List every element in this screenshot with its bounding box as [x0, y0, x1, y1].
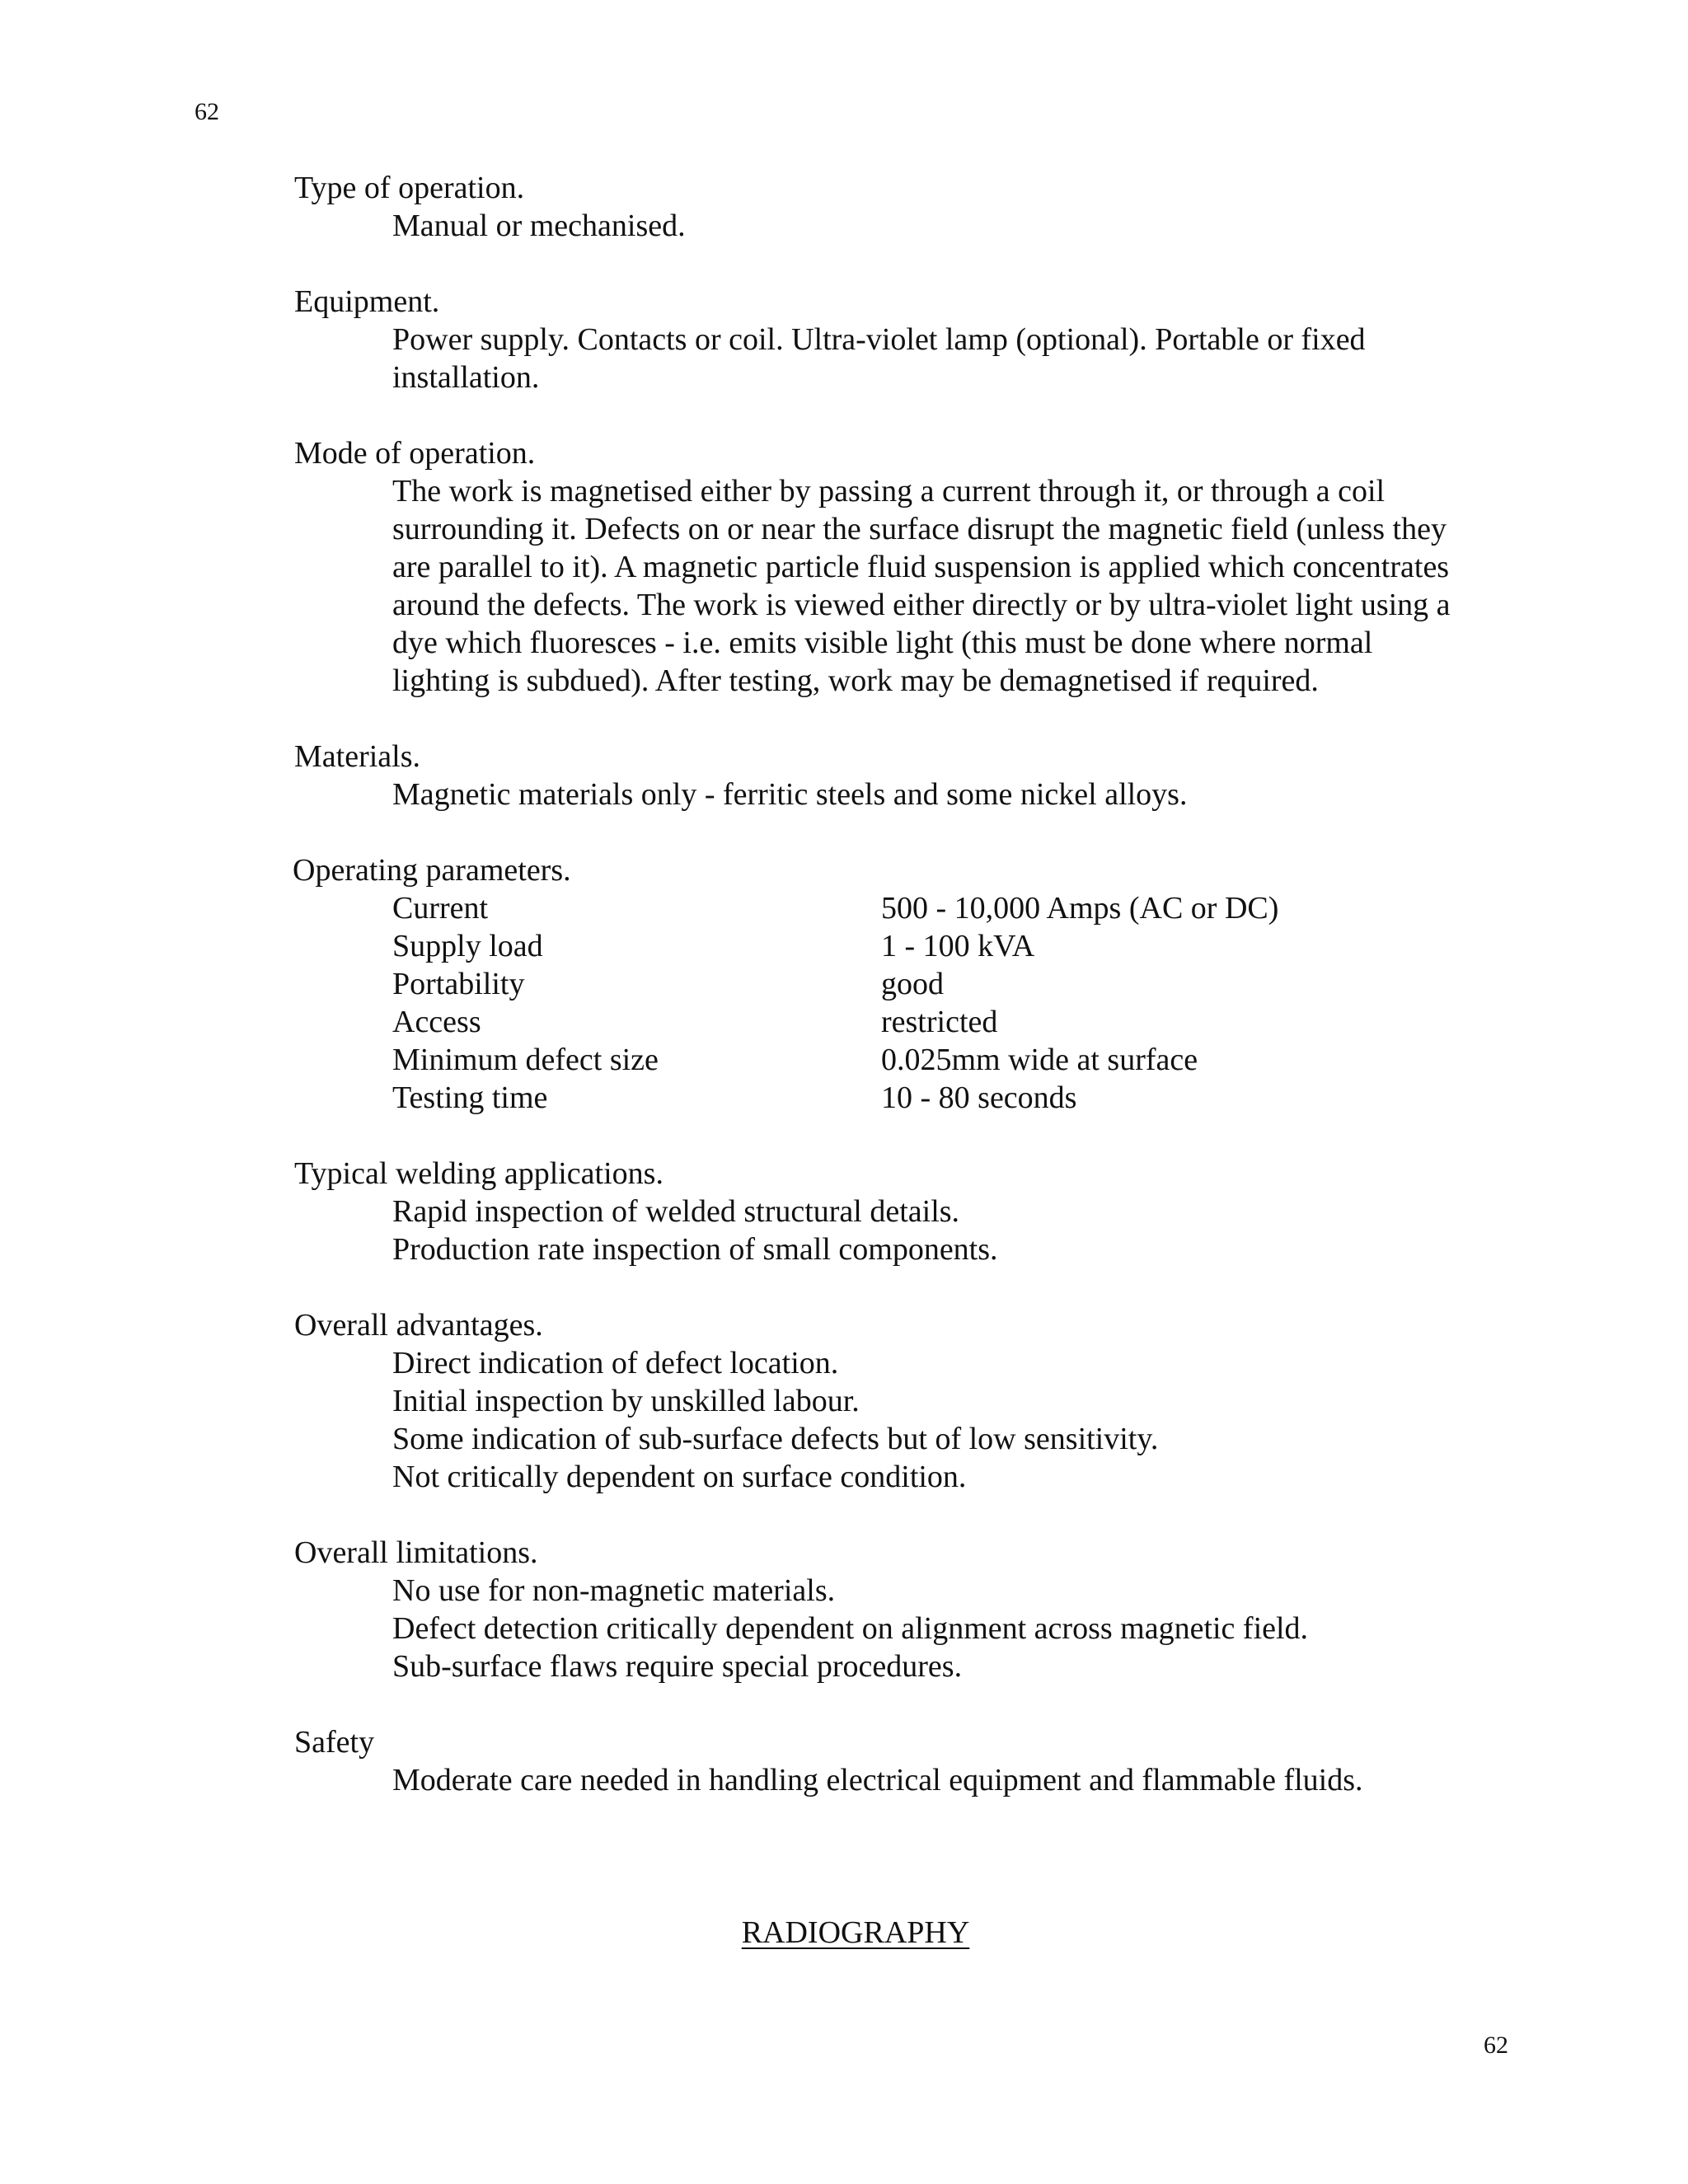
document-body [294, 169, 1531, 1837]
body-line: Manual or mechanised. [392, 209, 686, 243]
parameter-name: Testing time [392, 1080, 548, 1115]
section-heading: Overall limitations. [294, 1535, 538, 1570]
section-mode-of-operation [294, 434, 1531, 700]
section-body [294, 207, 1538, 245]
section-typical-welding-applications [294, 1155, 1531, 1268]
section-heading: Typical welding applications. [294, 1156, 663, 1191]
body-line: Magnetic materials only - ferritic steels and some nickel alloys. [392, 777, 1188, 812]
section-body [294, 1344, 1538, 1496]
section-materials [294, 738, 1531, 813]
section-overall-limitations [294, 1534, 1531, 1685]
parameter-row [294, 1003, 1531, 1041]
parameter-value: 10 - 80 seconds [881, 1080, 1077, 1115]
section-heading: Equipment. [294, 284, 440, 319]
body-line: Moderate care needed in handling electrical equipment and flammable fluids. [392, 1763, 1363, 1797]
section-body [294, 1572, 1538, 1685]
section-heading: Mode of operation. [294, 436, 536, 471]
parameter-row [294, 965, 1531, 1003]
section-heading: Safety [294, 1725, 375, 1760]
section-heading: Operating parameters. [293, 853, 571, 888]
section-body [294, 321, 1538, 396]
body-line: surrounding it. Defects on or near the surface disrupt the magnetic field (unless they [392, 512, 1447, 546]
parameter-row [294, 927, 1531, 965]
body-line: dye which fluoresces - i.e. emits visible light (this must be done where normal [392, 626, 1373, 660]
section-body [294, 1761, 1538, 1799]
section-equipment [294, 283, 1531, 396]
parameter-row [294, 889, 1531, 927]
section-operating-parameters [294, 851, 1531, 1117]
parameter-name: Supply load [392, 929, 543, 963]
body-line: Initial inspection by unskilled labour. [392, 1384, 860, 1418]
parameter-name: Current [392, 891, 489, 926]
body-line: Sub-surface flaws require special procedures. [392, 1649, 963, 1684]
body-line: around the defects. The work is viewed either directly or by ultra-violet light using a [392, 588, 1451, 622]
parameter-value: 0.025mm wide at surface [881, 1043, 1198, 1077]
section-safety [294, 1723, 1531, 1799]
body-line: Not critically dependent on surface condition. [392, 1460, 967, 1494]
page-number-bottom: 62 [1484, 2032, 1508, 2059]
section-body [294, 472, 1538, 700]
parameter-row [294, 1041, 1531, 1079]
body-line: Defect detection critically dependent on alignment across magnetic field. [392, 1611, 1309, 1646]
body-line: Rapid inspection of welded structural details. [392, 1194, 960, 1229]
page-number-top: 62 [195, 98, 219, 125]
section-body [294, 1193, 1538, 1268]
parameter-name: Portability [392, 967, 525, 1001]
body-line: Some indication of sub-surface defects but of low sensitivity. [392, 1422, 1159, 1456]
section-body [294, 776, 1538, 813]
parameter-value: good [881, 967, 944, 1001]
section-heading: Type of operation. [294, 171, 525, 205]
parameter-name: Minimum defect size [392, 1043, 659, 1077]
radiography-title [0, 1914, 1688, 1952]
body-line: No use for non-magnetic materials. [392, 1573, 836, 1608]
parameter-name: Access [392, 1005, 481, 1039]
body-line: are parallel to it). A magnetic particle fluid suspension is applied which concentrates [392, 550, 1450, 584]
parameter-value: restricted [881, 1005, 998, 1039]
body-line: The work is magnetised either by passing a current through it, or through a coil [392, 474, 1386, 509]
title-text: RADIOGRAPHY [741, 1915, 970, 1950]
section-heading: Overall advantages. [294, 1308, 543, 1343]
body-line: installation. [392, 360, 540, 395]
parameter-row [294, 1079, 1531, 1117]
section-type-of-operation [294, 169, 1531, 245]
section-heading: Materials. [294, 739, 421, 774]
body-line: lighting is subdued). After testing, work may be demagnetised if required. [392, 663, 1319, 698]
body-line: Power supply. Contacts or coil. Ultra-violet lamp (optional). Portable or fixed [392, 322, 1366, 357]
body-line: Production rate inspection of small components. [392, 1232, 998, 1267]
parameter-value: 500 - 10,000 Amps (AC or DC) [881, 891, 1279, 926]
section-overall-advantages [294, 1306, 1531, 1496]
parameter-value: 1 - 100 kVA [881, 929, 1035, 963]
body-line: Direct indication of defect location. [392, 1346, 839, 1380]
